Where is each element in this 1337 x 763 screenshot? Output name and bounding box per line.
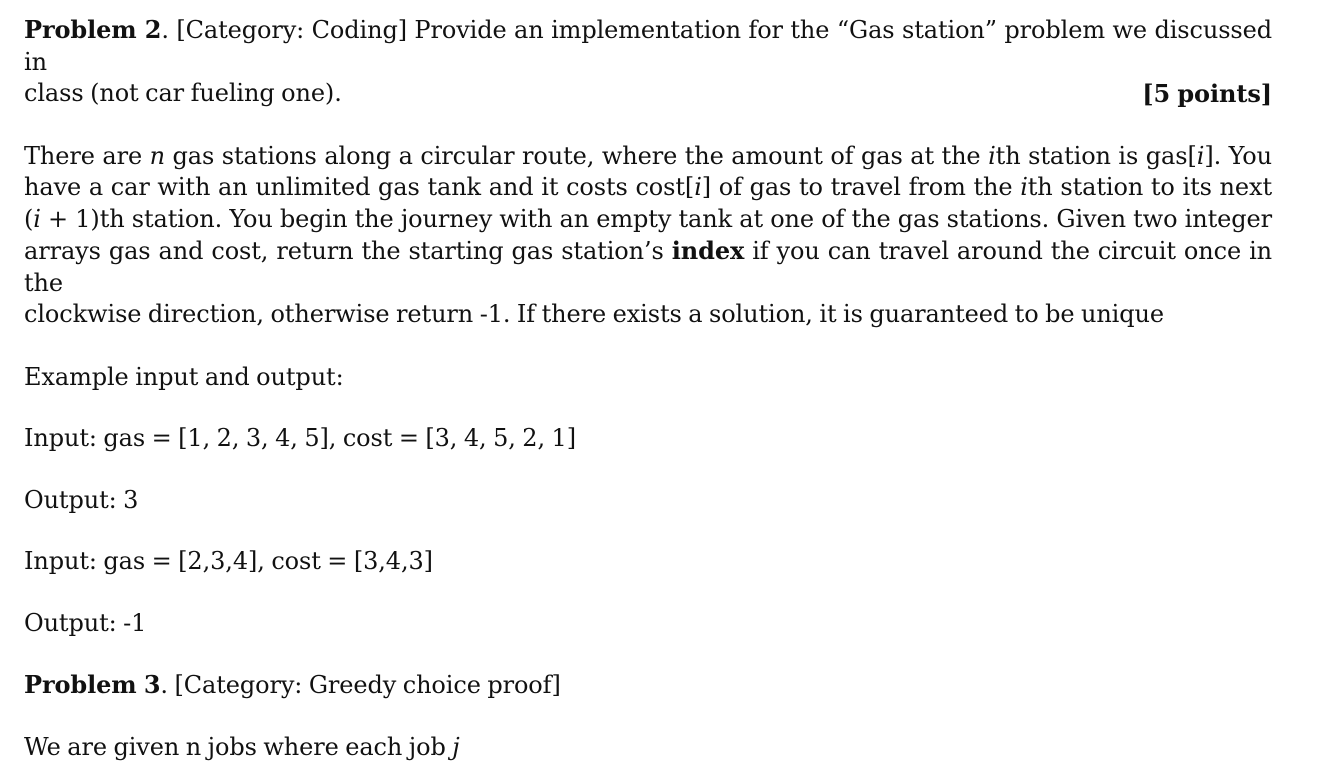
problem3-heading: Problem 3 bbox=[24, 670, 160, 699]
problem3-line2: We are given n jobs where each job j bbox=[24, 732, 1272, 763]
problem2-category: [Category: Coding] Provide an implementation for the “Gas station” problem we discussed in bbox=[24, 16, 1272, 76]
problem2-line2 bbox=[24, 78, 1272, 110]
problem-statement bbox=[24, 141, 1272, 331]
problem3-line1: Problem 3. [Category: Greedy choice proof] bbox=[24, 669, 1272, 702]
problem2-heading: Problem 2 bbox=[24, 15, 161, 44]
example-input-2: Input: gas = [2,3,4], cost = [3,4,3] bbox=[24, 546, 1272, 578]
index-keyword: index bbox=[672, 236, 744, 265]
paragraph-line-5: clockwise direction, otherwise return -1. If there exists a solution, it is guaranteed to be unique bbox=[24, 299, 1272, 331]
example-output-1: Output: 3 bbox=[24, 485, 1272, 517]
problem2-line2-text: class (not car fueling one). bbox=[24, 78, 342, 110]
paragraph-line-2: have a car with an unlimited gas tank and it costs cost[i] of gas to travel from the ith station to its next bbox=[24, 172, 1272, 204]
paragraph-line-3: (i + 1)th station. You begin the journey with an empty tank at one of the gas stations. Given two integer bbox=[24, 204, 1272, 236]
example-input-1: Input: gas = [1, 2, 3, 4, 5], cost = [3, 4, 5, 2, 1] bbox=[24, 423, 1272, 455]
problem2-points: [5 points] bbox=[1142, 78, 1272, 110]
problem2-line1: Problem 2. [Category: Coding] Provide an implementation for the “Gas station” problem we discussed in bbox=[24, 14, 1272, 78]
examples-label: Example input and output: bbox=[24, 362, 1272, 394]
problem3-category: [Category: Greedy choice proof] bbox=[174, 671, 560, 699]
document-page bbox=[24, 14, 1272, 763]
paragraph-line-1: There are n gas stations along a circular route, where the amount of gas at the ith station is gas[i]. You bbox=[24, 141, 1272, 173]
example-output-2: Output: -1 bbox=[24, 608, 1272, 640]
paragraph-line-4: arrays gas and cost, return the starting gas station’s index if you can travel around the circuit once in the bbox=[24, 235, 1272, 299]
